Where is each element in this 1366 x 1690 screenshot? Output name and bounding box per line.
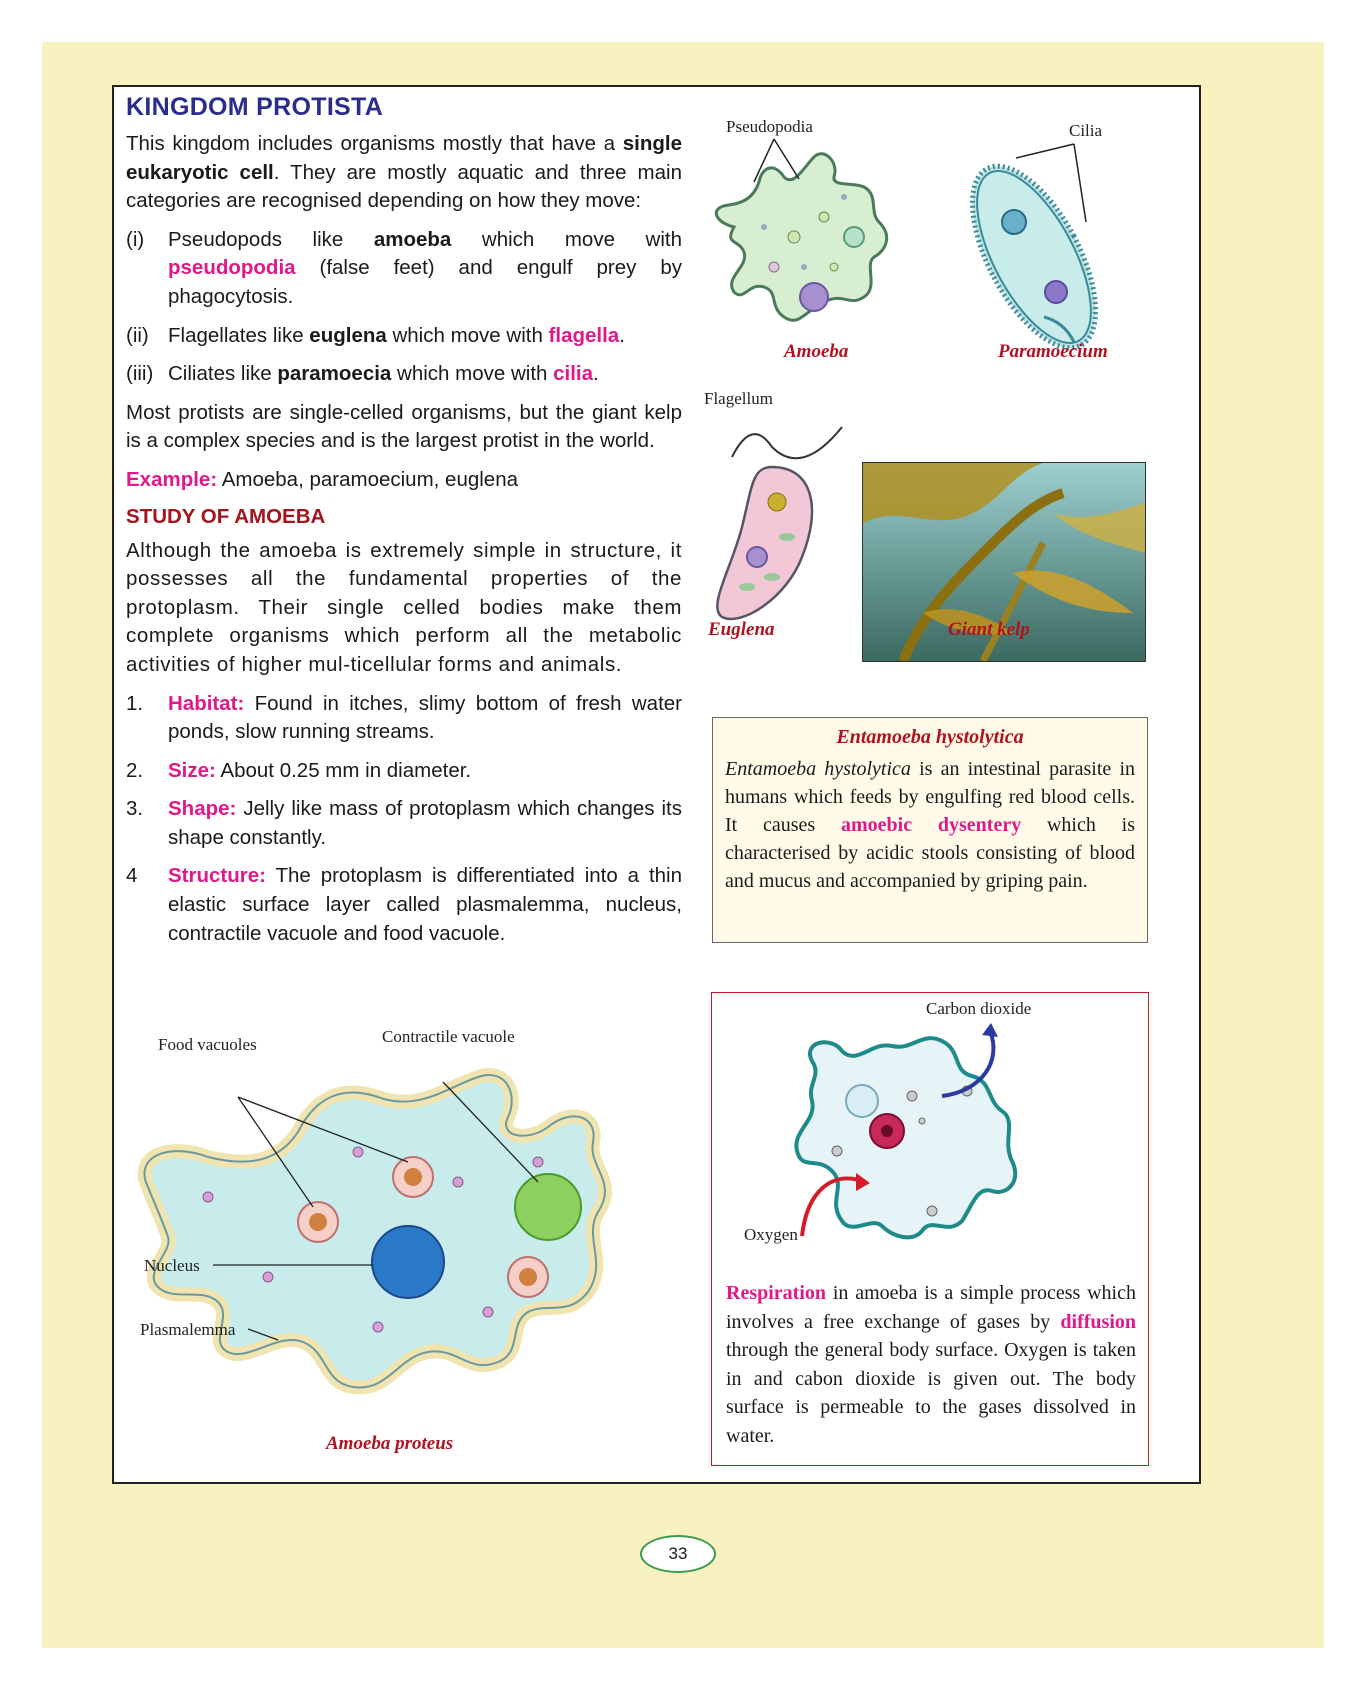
example-line: Example: Amoeba, paramoecium, euglena <box>126 467 519 491</box>
label-contractile-vacuole: Contractile vacuole <box>382 1027 515 1046</box>
caption-giant-kelp: Giant kelp <box>948 619 1030 640</box>
cilia-arrows <box>1004 142 1114 232</box>
label-food-vacuoles: Food vacuoles <box>158 1035 257 1054</box>
label-plasmalemma: Plasmalemma <box>140 1320 236 1339</box>
label-pseudopodia: Pseudopodia <box>726 117 813 136</box>
point-item: 2. Size: About 0.25 mm in diameter. <box>126 758 472 782</box>
page-number: 33 <box>640 1535 716 1573</box>
entamoeba-box <box>712 717 1148 943</box>
intro-paragraph: This kingdom includes organisms mostly that have a single eukaryotic cell. They are mostly aquatic and three main categories are recognised depending on how they move: <box>126 132 682 213</box>
caption-amoeba: Amoeba <box>784 341 849 362</box>
caption-paramoecium: Paramoecium <box>998 341 1108 362</box>
category-item: (ii) Flagellates like euglena which move with flagella. <box>126 323 625 347</box>
category-item: (iii) Ciliates like paramoecia which move with cilia. <box>126 362 599 386</box>
content-frame <box>112 85 1201 1484</box>
caption-euglena: Euglena <box>708 619 775 640</box>
point-item: 1. Habitat: Found in itches, slimy bottom of fresh water ponds, slow running streams. <box>126 691 682 744</box>
label-carbon-dioxide: Carbon dioxide <box>926 999 1032 1018</box>
kelp-paragraph: Most protists are single-celled organisms, but the giant kelp is a complex species and is the largest protist in the world. <box>126 400 682 453</box>
respiration-illustration <box>772 1021 1072 1251</box>
caption-amoeba-proteus: Amoeba proteus <box>326 1433 454 1454</box>
entamoeba-text: Entamoeba hystolytica is an intestinal parasite in humans which feeds by engulfing red blood cells. It causes amoebic dysentery which is characterised by acidic stools consisting of blood and mucus and accompanied by griping pain. <box>725 758 1136 892</box>
point-item: 4 Structure: The protoplasm is differentiated into a thin elastic surface layer called plasmalemma, nucleus, contractile vacuole and food vacuole. <box>126 864 682 945</box>
study-title: STUDY OF AMOEBA <box>126 504 326 528</box>
respiration-text: Respiration in amoeba is a simple process which involves a free exchange of gases by diffusion through the general body surface. Oxygen is taken in and cabon dioxide is given out. The body surface is permeable to the gases dissolved in water. <box>726 1282 1136 1447</box>
respiration-box <box>711 992 1149 1466</box>
section-title: KINGDOM PROTISTA <box>126 93 384 121</box>
label-oxygen: Oxygen <box>744 1225 798 1244</box>
label-cilia: Cilia <box>1069 121 1103 140</box>
point-item: 3. Shape: Jelly like mass of protoplasm which changes its shape constantly. <box>126 797 682 849</box>
category-item: (i) Pseudopods like amoeba which move with pseudopodia (false feet) and engulf prey by phagocytosis. <box>126 227 682 308</box>
pseudopodia-arrows <box>744 137 824 197</box>
amoeba-proteus-diagram <box>128 1062 688 1422</box>
study-paragraph: Although the amoeba is extremely simple in structure, it possesses all the fundamental properties of the protoplasm. Their single celled bodies make them complete organisms which perform all the metabolic activities of higher mul-ticellular forms and animals. <box>126 538 682 676</box>
entamoeba-title: Entamoeba hystolytica <box>836 726 1024 748</box>
euglena-illustration <box>702 407 862 637</box>
label-flagellum: Flagellum <box>704 389 773 408</box>
label-nucleus: Nucleus <box>144 1256 200 1275</box>
text-column <box>126 93 682 958</box>
